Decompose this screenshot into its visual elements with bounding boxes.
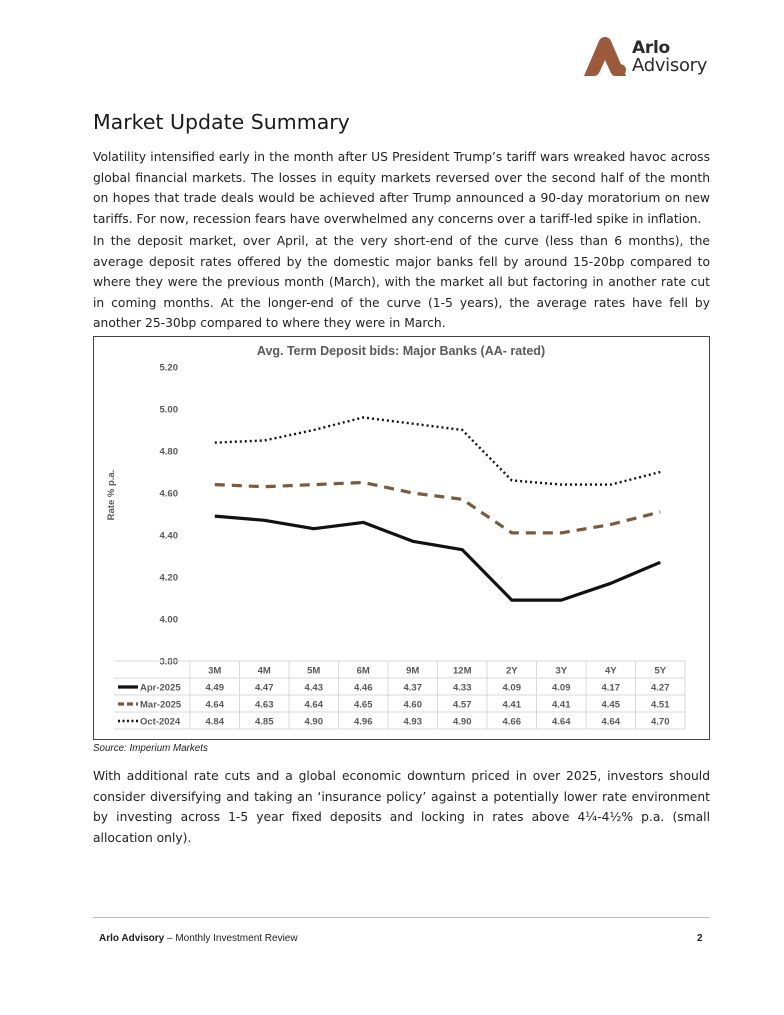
data-label: 4.85 bbox=[255, 716, 274, 728]
data-label: 4.96 bbox=[354, 716, 373, 728]
chart-source: Source: Imperium Markets bbox=[93, 743, 208, 754]
data-label: 4.64 bbox=[304, 699, 323, 711]
page-title: Market Update Summary bbox=[93, 110, 350, 134]
footer-subtitle: – Monthly Investment Review bbox=[166, 933, 298, 944]
data-label: 4.41 bbox=[502, 699, 521, 711]
chart-canvas bbox=[94, 337, 709, 739]
y-axis-label: Rate % p.a. bbox=[106, 469, 117, 521]
data-label: 4.46 bbox=[354, 682, 373, 694]
footer-brand: Arlo Advisory bbox=[99, 933, 165, 944]
paragraph-volatility: Volatility intensified early in the month after US President Trump’s tariff wars wreaked havoc across global financial markets. The losses in equity markets reversed over the second half of the month on hopes that trade deals would be achieved after Trump announced a 90-day moratorium on new tariffs. For now, recession fears have overwhelmed any concerns over a tariff-led spike in inflation. bbox=[93, 150, 710, 226]
arlo-mark-icon bbox=[582, 36, 628, 80]
term-deposit-chart bbox=[93, 336, 710, 740]
data-label: 4.84 bbox=[205, 716, 224, 728]
y-tick-label: 3.80 bbox=[159, 656, 178, 668]
x-tick-label: 6M bbox=[356, 665, 370, 677]
data-label: 4.51 bbox=[651, 699, 670, 711]
x-tick-label: 4Y bbox=[604, 665, 617, 677]
data-label: 4.90 bbox=[304, 716, 323, 728]
y-tick-label: 5.20 bbox=[159, 362, 178, 374]
data-label: 4.41 bbox=[552, 699, 571, 711]
logo-text-advisory: Advisory bbox=[632, 55, 708, 76]
legend-label: Oct-2024 bbox=[140, 716, 181, 728]
x-tick-label: 3M bbox=[208, 665, 222, 677]
legend-label: Apr-2025 bbox=[140, 682, 181, 694]
data-label: 4.45 bbox=[601, 699, 620, 711]
y-tick-label: 4.20 bbox=[159, 572, 178, 584]
data-label: 4.93 bbox=[403, 716, 422, 728]
x-tick-label: 4M bbox=[257, 665, 271, 677]
data-label: 4.64 bbox=[205, 699, 224, 711]
y-tick-label: 4.40 bbox=[159, 530, 178, 542]
page-number: 2 bbox=[697, 933, 703, 944]
x-tick-label: 5Y bbox=[654, 665, 667, 677]
data-label: 4.64 bbox=[552, 716, 571, 728]
data-label: 4.70 bbox=[651, 716, 670, 728]
y-tick-label: 4.60 bbox=[159, 488, 178, 500]
arlo-advisory-logo bbox=[582, 36, 712, 80]
data-label: 4.33 bbox=[453, 682, 472, 694]
y-tick-label: 4.80 bbox=[159, 446, 178, 458]
data-label: 4.09 bbox=[552, 682, 571, 694]
data-label: 4.17 bbox=[601, 682, 620, 694]
legend-label: Mar-2025 bbox=[140, 699, 182, 711]
x-tick-label: 12M bbox=[453, 665, 472, 677]
data-label: 4.37 bbox=[403, 682, 422, 694]
data-label: 4.60 bbox=[403, 699, 422, 711]
series-line-mar-2025 bbox=[215, 483, 661, 533]
series-line-apr-2025 bbox=[215, 516, 661, 600]
data-label: 4.63 bbox=[255, 699, 274, 711]
footer-title bbox=[99, 933, 298, 944]
data-label: 4.43 bbox=[304, 682, 323, 694]
data-label: 4.57 bbox=[453, 699, 472, 711]
chart-title: Avg. Term Deposit bids: Major Banks (AA- rated) bbox=[256, 344, 546, 358]
paragraph-deposit-market: In the deposit market, over April, at the very short-end of the curve (less than 6 months), the average deposit rates offered by the domestic major banks fell by around 15-20bp compared to where they were the previous month (March), with the market all but factoring in another rate cut in coming months. At the longer-end of the curve (1-5 years), the average rates have fell by another 25-30bp compared to where they were in March. bbox=[93, 234, 710, 330]
y-tick-label: 4.00 bbox=[159, 614, 178, 626]
data-label: 4.90 bbox=[453, 716, 472, 728]
x-tick-label: 2Y bbox=[505, 665, 518, 677]
footer-divider bbox=[93, 917, 710, 918]
x-tick-label: 9M bbox=[406, 665, 420, 677]
x-tick-label: 5M bbox=[307, 665, 321, 677]
logo-text-arlo: Arlo bbox=[632, 38, 670, 58]
data-label: 4.65 bbox=[354, 699, 373, 711]
paragraph-recommendation: With additional rate cuts and a global economic downturn priced in over 2025, investors should consider diversifying and taking an ‘insurance policy’ against a potentially lower rate environment by investing across 1-5 year fixed deposits and locking in rates above 4¼-4½% p.a. (small allocation only). bbox=[93, 769, 710, 845]
data-label: 4.64 bbox=[601, 716, 620, 728]
y-tick-label: 5.00 bbox=[159, 404, 178, 416]
series-line-oct-2024 bbox=[215, 417, 661, 484]
data-label: 4.09 bbox=[502, 682, 521, 694]
data-label: 4.27 bbox=[651, 682, 670, 694]
data-label: 4.47 bbox=[255, 682, 274, 694]
data-label: 4.49 bbox=[205, 682, 224, 694]
x-tick-label: 3Y bbox=[555, 665, 568, 677]
data-label: 4.66 bbox=[502, 716, 521, 728]
